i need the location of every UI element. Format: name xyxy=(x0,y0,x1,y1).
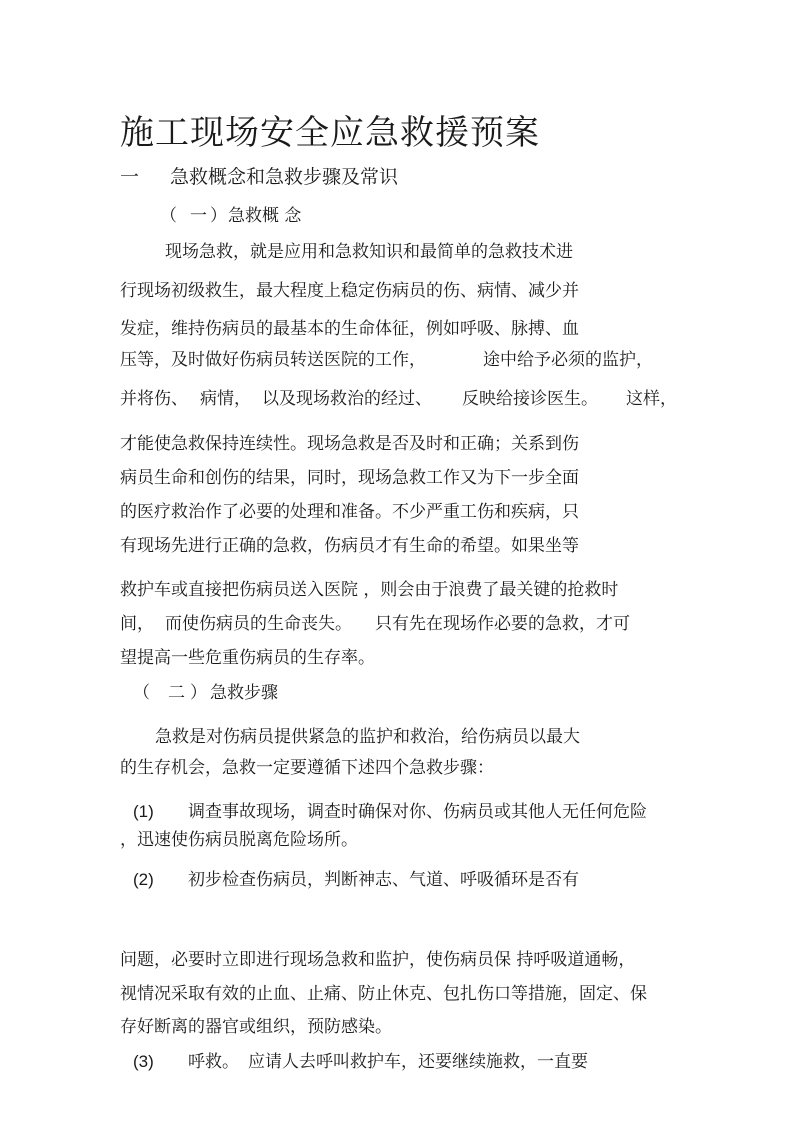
paragraph-line: 现场急救，就是应用和急救知识和最简单的急救技术进 xyxy=(165,242,573,262)
subsection-number: 一 xyxy=(190,206,207,226)
subsection-heading: 急救步骤 xyxy=(210,683,278,703)
paragraph-fragment: 以及现场救治的经过、 xyxy=(262,389,432,409)
paragraph-line: 存好断离的器官或组织，预防感染。 xyxy=(120,1017,392,1037)
step-number: (2) xyxy=(133,870,154,889)
step-text-continued: ，迅速使伤病员脱离危险场所。 xyxy=(120,830,358,850)
paragraph-line: 途中给予必须的监护， xyxy=(483,350,653,370)
step-text: 初步检查伤病员，判断神志、气道、呼吸循环是否有 xyxy=(188,870,579,890)
step-number: (1) xyxy=(133,802,154,821)
paragraph-line: 望提高一些危重伤病员的生存率。 xyxy=(120,648,375,668)
section-heading: 急救概念和急救步骤及常识 xyxy=(170,166,399,188)
subsection-heading: 急救概 念 xyxy=(228,206,302,226)
paragraph-line: 压等，及时做好伤病员转送医院的工作， xyxy=(120,350,426,370)
step-text: 应请人去呼叫救护车，还要继续施救，一直要 xyxy=(248,1052,588,1072)
section-marker: 一 xyxy=(120,166,140,188)
paragraph-line: 的医疗救治作了必要的处理和准备。不少严重工伤和疾病，只 xyxy=(120,502,579,522)
subsection-close-paren: ） xyxy=(210,206,227,226)
paragraph-fragment: 而使伤病员的生命丧失。 xyxy=(165,614,352,634)
step-number: (3) xyxy=(133,1052,154,1071)
paragraph-fragment: 只有先在现场作必要的急救，才可 xyxy=(375,614,630,634)
subsection-number: 二 xyxy=(168,683,185,703)
paragraph-line: 视情况采取有效的止血、止痛、防止休克、包扎伤口等措施，固定、保 xyxy=(120,984,647,1004)
paragraph-line: 救护车或直接把伤病员送入医院 ，则会由于浪费了最关键的抢救时 xyxy=(120,580,619,600)
paragraph-fragment: 并将伤、 xyxy=(120,389,188,409)
paragraph-line: 急救是对伤病员提供紧急的监护和救治，给伤病员以最大 xyxy=(155,727,580,747)
paragraph-fragment: 反映给接诊医生。 xyxy=(462,389,598,409)
subsection-open-paren: （ xyxy=(133,683,150,703)
page-title: 施工现场安全应急救援预案 xyxy=(120,113,540,153)
subsection-close-paren: ） xyxy=(190,683,207,703)
paragraph-line: 的生存机会，急救一定要遵循下述四个急救步骤： xyxy=(120,758,494,778)
step-text: 调查事故现场，调查时确保对你、伤病员或其他人无任何危险 xyxy=(188,802,647,822)
subsection-open-paren: （ xyxy=(160,206,177,226)
paragraph-line: 问题，必要时立即进行现场急救和监护，使伤病员保 持呼吸道通畅， xyxy=(120,950,636,970)
paragraph-fragment: 这样， xyxy=(626,389,677,409)
paragraph-line: 行现场初级救生，最大程度上稳定伤病员的伤、病情、减少并 xyxy=(120,281,579,301)
step-text: 呼救。 xyxy=(188,1052,239,1072)
paragraph-fragment: 间， xyxy=(120,614,154,634)
paragraph-line: 发症，维持伤病员的最基本的生命体征，例如呼吸、脉搏、血 xyxy=(120,319,579,339)
paragraph-line: 才能使急救保持连续性。现场急救是否及时和正确；关系到伤 xyxy=(120,434,579,454)
paragraph-fragment: 病情， xyxy=(200,389,251,409)
paragraph-line: 有现场先进行正确的急救，伤病员才有生命的希望。如果坐等 xyxy=(120,536,579,556)
paragraph-line: 病员生命和创伤的结果，同时，现场急救工作又为下一步全面 xyxy=(120,468,579,488)
